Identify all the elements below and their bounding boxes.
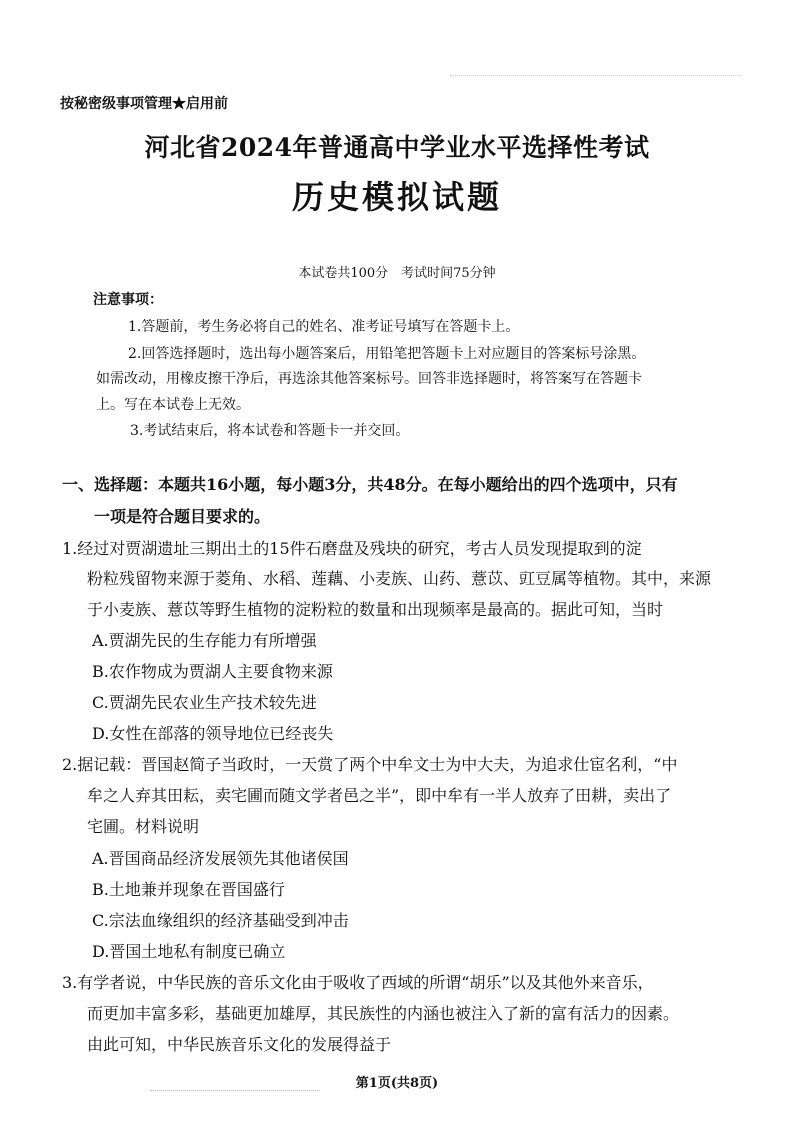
question-2-stem-cont: 宅圃。材料说明 <box>87 817 200 836</box>
question-2-option-c: C.宗法血缘组织的经济基础受到冲击 <box>92 911 349 930</box>
question-1-stem-cont: 于小麦族、薏苡等野生植物的淀粉粒的数量和出现频率是最高的。据此可知，当时 <box>87 600 664 619</box>
question-1-stem-cont: 粉粒残留物来源于菱角、水稻、莲藕、小麦族、山药、薏苡、豇豆属等植物。其中，来源 <box>87 569 712 588</box>
scan-artifact-line <box>450 75 740 76</box>
note-item-2: 2.回答选择题时，选出每小题答案后，用铅笔把答题卡上对应题目的答案标号涂黑。 <box>128 346 646 362</box>
question-1-option-d: D.女性在部落的领导地位已经丧失 <box>92 724 334 743</box>
question-2-stem: 2.据记载：晋国赵简子当政时，一天赏了两个中牟文士为中大夫，为追求仕宦名利，“中 <box>62 755 678 774</box>
question-2-option-b: B.土地兼并现象在晋国盛行 <box>92 880 285 899</box>
question-1-option-c: C.贾湖先民农业生产技术较先进 <box>92 693 317 712</box>
note-item-1: 1.答题前，考生务必将自己的姓名、准考证号填写在答题卡上。 <box>128 319 520 335</box>
exam-meta: 本试卷共100分 考试时间75分钟 <box>298 266 496 281</box>
section-heading: 一、选择题：本题共16小题，每小题3分，共48分。在每小题给出的四个选项中，只有 <box>62 475 678 494</box>
notes-heading: 注意事项： <box>93 292 163 308</box>
question-1-stem: 1.经过对贾湖遗址三期出土的15件石磨盘及残块的研究，考古人员发现提取到的淀 <box>62 539 642 558</box>
question-2-option-d: D.晋国土地私有制度已确立 <box>92 942 286 961</box>
question-3-stem-cont: 由此可知，中华民族音乐文化的发展得益于 <box>87 1035 392 1054</box>
question-2-option-a: A.晋国商品经济发展领先其他诸侯国 <box>92 849 349 868</box>
note-item-2-cont: 如需改动，用橡皮擦干净后，再选涂其他答案标号。回答非选择题时，将答案写在答题卡 <box>96 371 642 387</box>
question-1-option-b: B.农作物成为贾湖人主要食物来源 <box>92 662 333 681</box>
footer-rule <box>150 1090 320 1091</box>
question-3-stem-cont: 而更加丰富多彩，基础更加雄厚，其民族性的内涵也被注入了新的富有活力的因素。 <box>87 1004 680 1023</box>
classification-label: 按秘密级事项管理★启用前 <box>60 96 228 112</box>
question-2-stem-cont: 牟之人弃其田耘，卖宅圃而随文学者邑之半”，即中牟有一半人放弃了田耕，卖出了 <box>87 786 672 805</box>
exam-subtitle: 历史模拟试题 <box>291 178 502 216</box>
exam-title: 河北省2024年普通高中学业水平选择性考试 <box>144 133 650 162</box>
note-item-2-cont: 上。写在本试卷上无效。 <box>96 397 250 413</box>
question-1-option-a: A.贾湖先民的生存能力有所增强 <box>92 631 317 650</box>
section-heading-cont: 一项是符合题目要求的。 <box>94 507 271 526</box>
page-number: 第1页(共8页) <box>355 1076 439 1091</box>
note-item-3: 3.考试结束后，将本试卷和答题卡一并交回。 <box>130 423 410 439</box>
question-3-stem: 3.有学者说，中华民族的音乐文化由于吸收了西域的所谓“胡乐”以及其他外来音乐， <box>62 973 654 992</box>
